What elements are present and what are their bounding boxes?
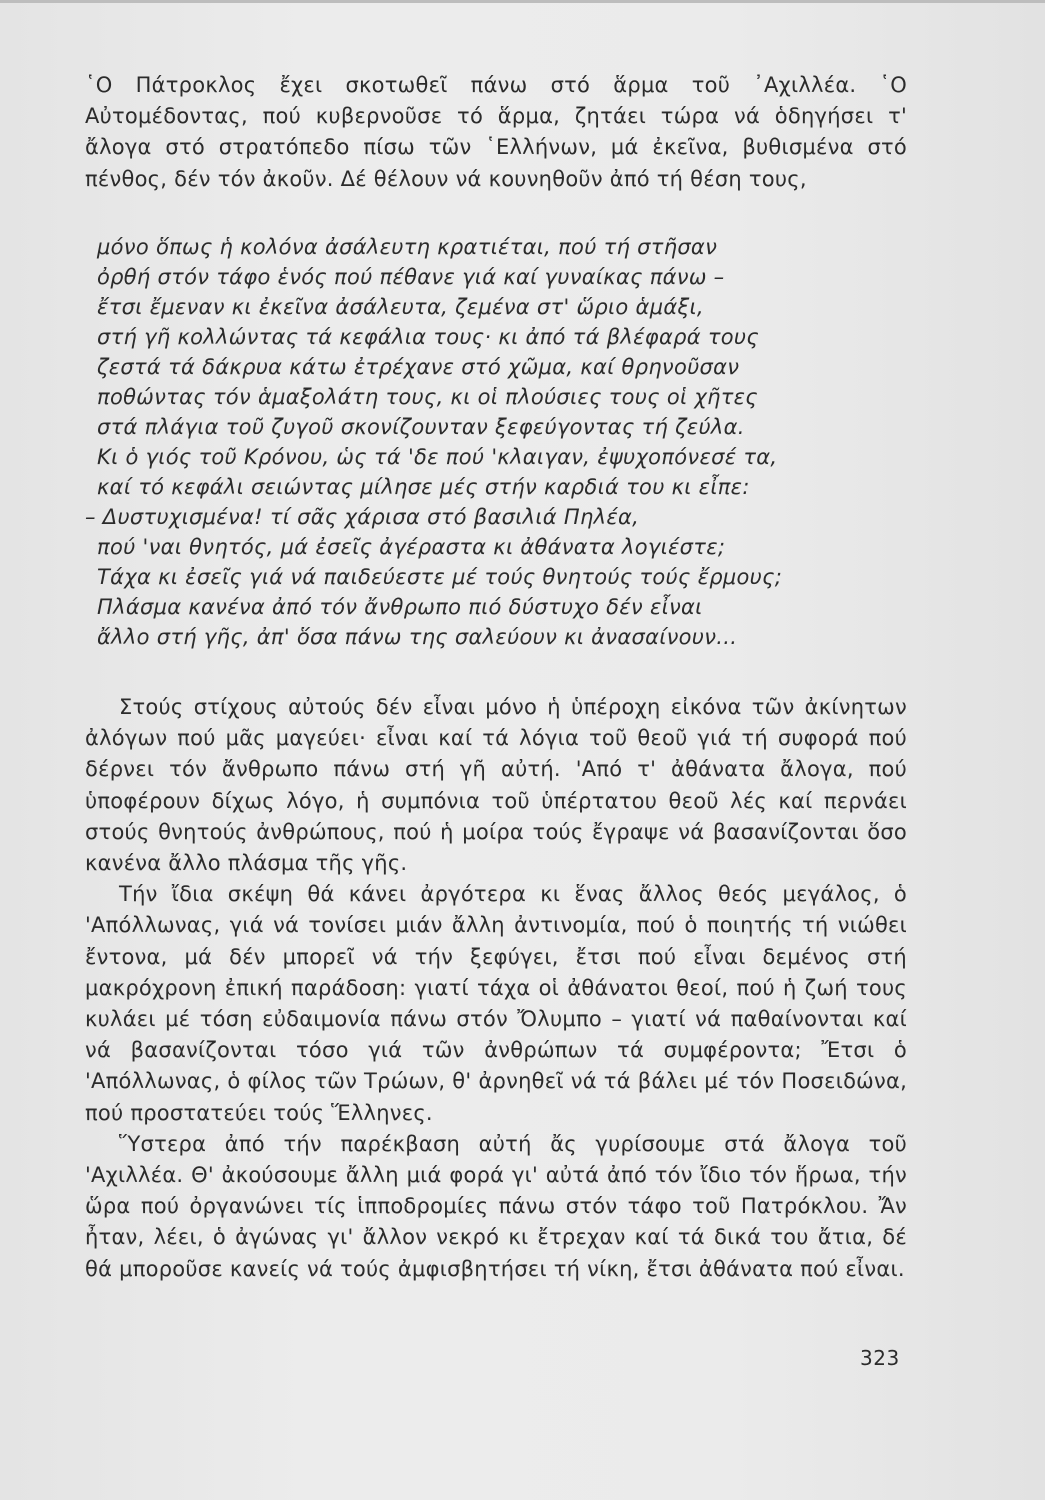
poem-line: ὀρθή στόν τάφο ἑνός πού πέθανε γιά καί γυναίκας πάνω – (97, 265, 725, 289)
poem-line: μόνο ὅπως ἡ κολόνα ἀσάλευτη κρατιέται, πού τή στῆσαν (97, 235, 718, 259)
poem-line: στά πλάγια τοῦ ζυγοῦ σκονίζουνταν ξεφεύγοντας τή ζεύλα. (97, 415, 745, 439)
poem-line: ἄλλο στή γῆς, ἀπ' ὅσα πάνω της σαλεύουν κι ἀνασαίνουν... (97, 625, 738, 649)
poem-line: Τάχα κι ἐσεῖς γιά νά παιδεύεστε μέ τούς θνητούς τούς ἔρμους; (97, 565, 783, 589)
poem-line: ἔτσι ἔμεναν κι ἐκεῖνα ἀσάλευτα, ζεμένα στ' ὥριο ἁμάξι, (97, 295, 704, 319)
poem-quotation (85, 232, 897, 652)
poem-line: Πλάσμα κανένα ἀπό τόν ἄνθρωπο πιό δύστυχο δέν εἶναι (97, 595, 703, 619)
poem-line: ζεστά τά δάκρυα κάτω ἐτρέχανε στό χῶμα, καί θρηνοῦσαν (97, 355, 740, 379)
poem-line: – Δυστυχισμένα! τί σᾶς χάρισα στό βασιλιά Πηλέα, (85, 505, 640, 529)
page-number: 323 (860, 1346, 900, 1370)
poem-line: στή γῆ κολλώντας τά κεφάλια τους· κι ἀπό τά βλέφαρά τους (97, 325, 760, 349)
poem-line: ποθώντας τόν ἁμαξολάτη τους, κι οἱ πλούσιες τους οἱ χῆτες (97, 385, 758, 409)
intro-paragraph (85, 70, 907, 195)
page-top-edge (0, 0, 1045, 3)
poem-line: πού 'ναι θνητός, μά ἐσεῖς ἀγέραστα κι ἀθάνατα λογιέστε; (97, 535, 726, 559)
intro-text: ῾Ο Πάτροκλος ἔχει σκοτωθεῖ πάνω στό ἅρμα τοῦ ᾿Αχιλλέα. ῾Ο Αὐτομέδοντας, πού κυβερνοῦσε τό ἅρμα, ζητάει τώρα νά ὁδηγήσει τ' ἄλογα στό στρατόπεδο πίσω τῶν ῾Ελλήνων, μά ἐκεῖνα, βυθισμένα στό πένθος, δέν τόν ἀκοῦν. Δέ θέλουν νά κουνηθοῦν ἀπό τή θέση τους, (85, 73, 907, 191)
body-paragraph: Στούς στίχους αὐτούς δέν εἶναι μόνο ἡ ὑπέροχη εἰκόνα τῶν ἀκίνητων ἀλόγων πού μᾶς μαγεύει· εἶναι καί τά λόγια τοῦ θεοῦ γιά τή συφορά πού δέρνει τόν ἄνθρωπο πάνω στή γῆ αὐτή. 'Από τ' ἀθάνατα ἄλογα, πού ὑποφέρουν δίχως λόγο, ἡ συμπόνια τοῦ ὑπέρτατου θεοῦ λές καί περνάει στούς θνητούς ἀνθρώπους, πού ἡ μοίρα τούς ἔγραψε νά βασανίζονται ὅσο κανένα ἄλλο πλάσμα τῆς γῆς. (85, 695, 907, 876)
body-paragraph: Ὕστερα ἀπό τήν παρέκβαση αὐτή ἄς γυρίσουμε στά ἄλογα τοῦ 'Αχιλλέα. Θ' ἀκούσουμε ἄλλη μιά φορά γι' αὐτά ἀπό τόν ἴδιο τόν ἥρωα, τήν ὥρα πού ὀργανώνει τίς ἱπποδρομίες πάνω στόν τάφο τοῦ Πατρόκλου. Ἄν ἦταν, λέει, ὁ ἀγώνας γι' ἄλλον νεκρό κι ἔτρεχαν καί τά δικά του ἄτια, δέ θά μποροῦσε κανείς νά τούς ἀμφισβητήσει τή νίκη, ἔτσι ἀθάνατα πού εἶναι. (85, 1131, 907, 1281)
poem-line: Κι ὁ γιός τοῦ Κρόνου, ὡς τά 'δε πού 'κλαιγαν, ἐψυχοπόνεσέ τα, (97, 445, 778, 469)
poem-line: καί τό κεφάλι σειώντας μίλησε μές στήν καρδιά του κι εἶπε: (97, 475, 750, 499)
body-paragraph: Τήν ἴδια σκέψη θά κάνει ἀργότερα κι ἕνας ἄλλος θεός μεγάλος, ὁ 'Απόλλωνας, γιά νά τονίσει μιάν ἄλλη ἀντινομία, πού ὁ ποιητής τή νιώθει ἔντονα, μά δέν μπορεῖ νά τήν ξεφύγει, ἔτσι πού εἶναι δεμένος στή μακρόχρονη ἐπική παράδοση: γιατί τάχα οἱ ἀθάνατοι θεοί, πού ἡ ζωή τους κυλάει μέ τόση εὐδαιμονία πάνω στόν Ὄλυμπο – γιατί νά παθαίνονται καί νά βασανίζονται τόσο γιά τῶν ἀνθρώπων τά συμφέροντα; Ἔτσι ὁ 'Απόλλωνας, ὁ φίλος τῶν Τρώων, θ' ἀρνηθεῖ νά τά βάλει μέ τόν Ποσειδώνα, πού προστατεύει τούς Ἕλληνες. (85, 882, 907, 1125)
body-section (85, 692, 907, 1285)
